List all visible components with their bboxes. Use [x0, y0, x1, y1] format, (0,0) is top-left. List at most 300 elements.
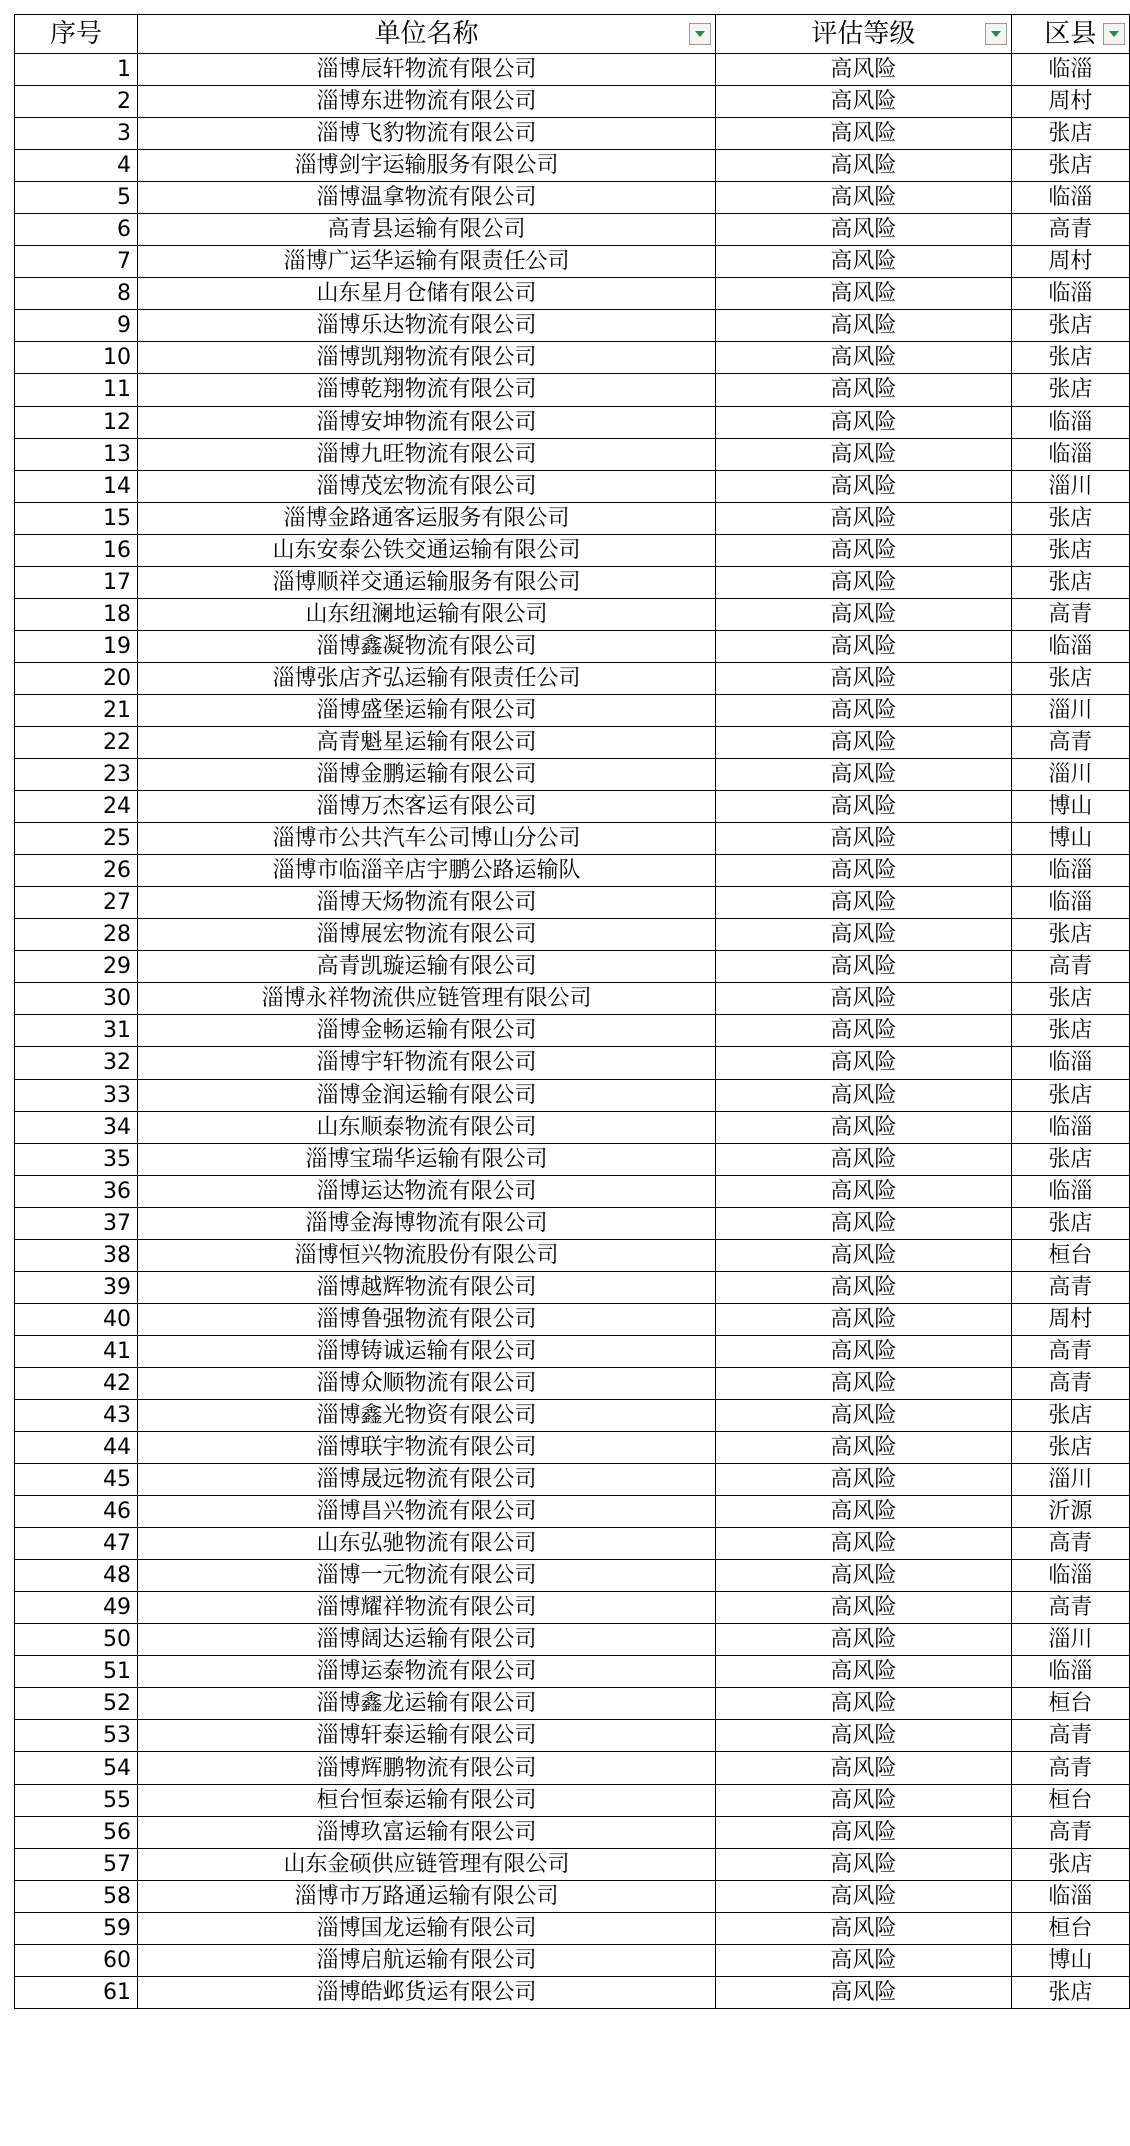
cell-county[interactable]: 高青: [1011, 1592, 1129, 1624]
table-row: [15, 1848, 1130, 1880]
header-name-label: 单位名称: [374, 19, 479, 49]
cell-index[interactable]: 57: [15, 1848, 138, 1880]
cell-level[interactable]: 高风险: [715, 1079, 1011, 1111]
cell-index[interactable]: 42: [15, 1367, 138, 1399]
cell-county[interactable]: 临淄: [1011, 630, 1129, 662]
table-row: [15, 951, 1130, 983]
cell-index[interactable]: 61: [15, 1976, 138, 2008]
cell-level[interactable]: 高风险: [715, 342, 1011, 374]
cell-county[interactable]: 张店: [1011, 118, 1129, 150]
cell-county[interactable]: 临淄: [1011, 1175, 1129, 1207]
cell-county[interactable]: 高青: [1011, 1720, 1129, 1752]
table-row: [15, 1143, 1130, 1175]
cell-county[interactable]: 张店: [1011, 1015, 1129, 1047]
cell-name[interactable]: 淄博顺祥交通运输服务有限公司: [138, 566, 716, 598]
cell-name[interactable]: 淄博金路通客运服务有限公司: [138, 502, 716, 534]
cell-county[interactable]: 张店: [1011, 983, 1129, 1015]
cell-index[interactable]: 48: [15, 1560, 138, 1592]
cell-name[interactable]: 淄博辉鹏物流有限公司: [138, 1752, 716, 1784]
cell-name[interactable]: 淄博凯翔物流有限公司: [138, 342, 716, 374]
table-row: [15, 406, 1130, 438]
cell-name[interactable]: 淄博运达物流有限公司: [138, 1175, 716, 1207]
cell-index[interactable]: 26: [15, 855, 138, 887]
cell-name[interactable]: 淄博万杰客运有限公司: [138, 791, 716, 823]
cell-level[interactable]: 高风险: [715, 759, 1011, 791]
cell-index[interactable]: 30: [15, 983, 138, 1015]
cell-level[interactable]: 高风险: [715, 374, 1011, 406]
cell-county[interactable]: 张店: [1011, 1079, 1129, 1111]
cell-index[interactable]: 7: [15, 246, 138, 278]
cell-level[interactable]: 高风险: [715, 1271, 1011, 1303]
table-row: [15, 1464, 1130, 1496]
cell-index[interactable]: 51: [15, 1656, 138, 1688]
cell-level[interactable]: 高风险: [715, 1976, 1011, 2008]
cell-county[interactable]: 周村: [1011, 1303, 1129, 1335]
cell-index[interactable]: 40: [15, 1303, 138, 1335]
cell-level[interactable]: 高风险: [715, 182, 1011, 214]
cell-name[interactable]: 淄博飞豹物流有限公司: [138, 118, 716, 150]
cell-index[interactable]: 49: [15, 1592, 138, 1624]
cell-name[interactable]: 淄博盛堡运输有限公司: [138, 694, 716, 726]
cell-name[interactable]: 淄博茂宏物流有限公司: [138, 470, 716, 502]
cell-index[interactable]: 23: [15, 759, 138, 791]
cell-county[interactable]: 张店: [1011, 310, 1129, 342]
cell-index[interactable]: 16: [15, 534, 138, 566]
cell-county[interactable]: 淄川: [1011, 759, 1129, 791]
cell-index[interactable]: 28: [15, 919, 138, 951]
cell-index[interactable]: 18: [15, 598, 138, 630]
filter-dropdown-icon[interactable]: [985, 23, 1007, 45]
cell-index[interactable]: 46: [15, 1496, 138, 1528]
cell-level[interactable]: 高风险: [715, 823, 1011, 855]
cell-level[interactable]: 高风险: [715, 1624, 1011, 1656]
cell-county[interactable]: 高青: [1011, 1271, 1129, 1303]
cell-level[interactable]: 高风险: [715, 855, 1011, 887]
cell-level[interactable]: 高风险: [715, 1912, 1011, 1944]
cell-county[interactable]: 周村: [1011, 86, 1129, 118]
table-row: [15, 791, 1130, 823]
table-row: [15, 1912, 1130, 1944]
cell-county[interactable]: 高青: [1011, 1367, 1129, 1399]
cell-name[interactable]: 淄博安坤物流有限公司: [138, 406, 716, 438]
cell-county[interactable]: 张店: [1011, 919, 1129, 951]
cell-county[interactable]: 临淄: [1011, 1111, 1129, 1143]
cell-level[interactable]: 高风险: [715, 1816, 1011, 1848]
cell-index[interactable]: 1: [15, 54, 138, 86]
cell-county[interactable]: 临淄: [1011, 1047, 1129, 1079]
cell-index[interactable]: 3: [15, 118, 138, 150]
table-row: [15, 1560, 1130, 1592]
cell-county[interactable]: 桓台: [1011, 1688, 1129, 1720]
cell-name[interactable]: 淄博金畅运输有限公司: [138, 1015, 716, 1047]
cell-level[interactable]: 高风险: [715, 470, 1011, 502]
cell-name[interactable]: 淄博乐达物流有限公司: [138, 310, 716, 342]
cell-level[interactable]: 高风险: [715, 887, 1011, 919]
cell-index[interactable]: 9: [15, 310, 138, 342]
cell-index[interactable]: 60: [15, 1944, 138, 1976]
cell-index[interactable]: 41: [15, 1335, 138, 1367]
cell-county[interactable]: 张店: [1011, 1976, 1129, 2008]
cell-level[interactable]: 高风险: [715, 1848, 1011, 1880]
cell-index[interactable]: 15: [15, 502, 138, 534]
cell-name[interactable]: 淄博皓邺货运有限公司: [138, 1976, 716, 2008]
cell-level[interactable]: 高风险: [715, 406, 1011, 438]
table-row: [15, 566, 1130, 598]
cell-level[interactable]: 高风险: [715, 1528, 1011, 1560]
cell-index[interactable]: 38: [15, 1239, 138, 1271]
table-row: [15, 630, 1130, 662]
cell-level[interactable]: 高风险: [715, 1880, 1011, 1912]
header-level-label: 评估等级: [811, 19, 916, 49]
cell-index[interactable]: 55: [15, 1784, 138, 1816]
cell-name[interactable]: 淄博众顺物流有限公司: [138, 1367, 716, 1399]
cell-name[interactable]: 淄博广运华运输有限责任公司: [138, 246, 716, 278]
cell-level[interactable]: 高风险: [715, 983, 1011, 1015]
cell-name[interactable]: 淄博轩泰运输有限公司: [138, 1720, 716, 1752]
cell-county[interactable]: 博山: [1011, 791, 1129, 823]
header-county: [1011, 15, 1129, 54]
cell-name[interactable]: 山东安泰公铁交通运输有限公司: [138, 534, 716, 566]
header-index: 序号: [15, 15, 138, 54]
cell-name[interactable]: 高青魁星运输有限公司: [138, 726, 716, 758]
cell-county[interactable]: 桓台: [1011, 1784, 1129, 1816]
table-row: [15, 662, 1130, 694]
cell-county[interactable]: 临淄: [1011, 1656, 1129, 1688]
cell-name[interactable]: 淄博晟远物流有限公司: [138, 1464, 716, 1496]
cell-county[interactable]: 临淄: [1011, 855, 1129, 887]
cell-index[interactable]: 21: [15, 694, 138, 726]
cell-name[interactable]: 淄博东进物流有限公司: [138, 86, 716, 118]
cell-name[interactable]: 淄博宇轩物流有限公司: [138, 1047, 716, 1079]
table-row: [15, 1944, 1130, 1976]
cell-county[interactable]: 高青: [1011, 1752, 1129, 1784]
cell-index[interactable]: 22: [15, 726, 138, 758]
cell-county[interactable]: 高青: [1011, 1335, 1129, 1367]
table-row: [15, 1720, 1130, 1752]
cell-index[interactable]: 32: [15, 1047, 138, 1079]
cell-county[interactable]: 淄川: [1011, 1464, 1129, 1496]
cell-county[interactable]: 博山: [1011, 1944, 1129, 1976]
cell-name[interactable]: 山东星月仓储有限公司: [138, 278, 716, 310]
table-row: [15, 598, 1130, 630]
cell-name[interactable]: 淄博玖富运输有限公司: [138, 1816, 716, 1848]
table-row: [15, 1528, 1130, 1560]
cell-index[interactable]: 4: [15, 150, 138, 182]
cell-name[interactable]: 淄博展宏物流有限公司: [138, 919, 716, 951]
cell-name[interactable]: 山东纽澜地运输有限公司: [138, 598, 716, 630]
cell-level[interactable]: 高风险: [715, 1784, 1011, 1816]
cell-index[interactable]: 17: [15, 566, 138, 598]
cell-county[interactable]: 张店: [1011, 534, 1129, 566]
cell-level[interactable]: 高风险: [715, 246, 1011, 278]
cell-county[interactable]: 桓台: [1011, 1239, 1129, 1271]
cell-name[interactable]: 高青凯璇运输有限公司: [138, 951, 716, 983]
cell-index[interactable]: 24: [15, 791, 138, 823]
cell-level[interactable]: 高风险: [715, 534, 1011, 566]
cell-level[interactable]: 高风险: [715, 278, 1011, 310]
cell-county[interactable]: 沂源: [1011, 1496, 1129, 1528]
cell-county[interactable]: 淄川: [1011, 470, 1129, 502]
cell-name[interactable]: 淄博运泰物流有限公司: [138, 1656, 716, 1688]
cell-level[interactable]: 高风险: [715, 598, 1011, 630]
risk-assessment-table: [14, 14, 1130, 2009]
cell-index[interactable]: 5: [15, 182, 138, 214]
cell-level[interactable]: 高风险: [715, 1399, 1011, 1431]
cell-level[interactable]: 高风险: [715, 502, 1011, 534]
cell-level[interactable]: 高风险: [715, 919, 1011, 951]
cell-index[interactable]: 43: [15, 1399, 138, 1431]
cell-name[interactable]: 淄博剑宇运输服务有限公司: [138, 150, 716, 182]
table-row: [15, 1592, 1130, 1624]
table-row: [15, 887, 1130, 919]
table-row: [15, 1303, 1130, 1335]
cell-county[interactable]: 淄川: [1011, 1624, 1129, 1656]
table-row: [15, 1752, 1130, 1784]
cell-index[interactable]: 6: [15, 214, 138, 246]
cell-name[interactable]: 淄博张店齐弘运输有限责任公司: [138, 662, 716, 694]
table-row: [15, 1079, 1130, 1111]
cell-level[interactable]: 高风险: [715, 951, 1011, 983]
cell-county[interactable]: 临淄: [1011, 406, 1129, 438]
cell-name[interactable]: 淄博昌兴物流有限公司: [138, 1496, 716, 1528]
cell-level[interactable]: 高风险: [715, 214, 1011, 246]
cell-level[interactable]: 高风险: [715, 566, 1011, 598]
filter-dropdown-icon[interactable]: [1103, 23, 1125, 45]
cell-county[interactable]: 张店: [1011, 1143, 1129, 1175]
table-row: [15, 1207, 1130, 1239]
table-row: [15, 534, 1130, 566]
cell-level[interactable]: 高风险: [715, 1656, 1011, 1688]
cell-level[interactable]: 高风险: [715, 150, 1011, 182]
cell-level[interactable]: 高风险: [715, 1688, 1011, 1720]
cell-county[interactable]: 临淄: [1011, 438, 1129, 470]
cell-county[interactable]: 临淄: [1011, 278, 1129, 310]
cell-level[interactable]: 高风险: [715, 1207, 1011, 1239]
cell-name[interactable]: 淄博金鹏运输有限公司: [138, 759, 716, 791]
cell-level[interactable]: 高风险: [715, 118, 1011, 150]
cell-name[interactable]: 淄博耀祥物流有限公司: [138, 1592, 716, 1624]
cell-index[interactable]: 27: [15, 887, 138, 919]
cell-level[interactable]: 高风险: [715, 1560, 1011, 1592]
cell-level[interactable]: 高风险: [715, 1111, 1011, 1143]
cell-name[interactable]: 山东顺泰物流有限公司: [138, 1111, 716, 1143]
table-row: [15, 1496, 1130, 1528]
cell-index[interactable]: 20: [15, 662, 138, 694]
cell-county[interactable]: 高青: [1011, 1816, 1129, 1848]
cell-county[interactable]: 张店: [1011, 1207, 1129, 1239]
cell-name[interactable]: 淄博启航运输有限公司: [138, 1944, 716, 1976]
cell-level[interactable]: 高风险: [715, 1239, 1011, 1271]
table-row: [15, 855, 1130, 887]
cell-index[interactable]: 31: [15, 1015, 138, 1047]
table-row: [15, 1688, 1130, 1720]
cell-index[interactable]: 39: [15, 1271, 138, 1303]
cell-level[interactable]: 高风险: [715, 1367, 1011, 1399]
cell-county[interactable]: 高青: [1011, 598, 1129, 630]
cell-index[interactable]: 35: [15, 1143, 138, 1175]
cell-name[interactable]: 桓台恒泰运输有限公司: [138, 1784, 716, 1816]
cell-index[interactable]: 13: [15, 438, 138, 470]
cell-name[interactable]: 高青县运输有限公司: [138, 214, 716, 246]
cell-level[interactable]: 高风险: [715, 1335, 1011, 1367]
cell-index[interactable]: 8: [15, 278, 138, 310]
cell-index[interactable]: 12: [15, 406, 138, 438]
cell-county[interactable]: 淄川: [1011, 694, 1129, 726]
cell-index[interactable]: 56: [15, 1816, 138, 1848]
cell-name[interactable]: 淄博金润运输有限公司: [138, 1079, 716, 1111]
cell-level[interactable]: 高风险: [715, 630, 1011, 662]
cell-name[interactable]: 淄博辰轩物流有限公司: [138, 54, 716, 86]
cell-index[interactable]: 45: [15, 1464, 138, 1496]
cell-county[interactable]: 张店: [1011, 1432, 1129, 1464]
cell-name[interactable]: 淄博温拿物流有限公司: [138, 182, 716, 214]
cell-name[interactable]: 淄博市公共汽车公司博山分公司: [138, 823, 716, 855]
table-row: [15, 1880, 1130, 1912]
cell-level[interactable]: 高风险: [715, 1303, 1011, 1335]
table-row: [15, 983, 1130, 1015]
cell-county[interactable]: 临淄: [1011, 1560, 1129, 1592]
cell-index[interactable]: 11: [15, 374, 138, 406]
cell-level[interactable]: 高风险: [715, 1015, 1011, 1047]
cell-index[interactable]: 52: [15, 1688, 138, 1720]
table-row: [15, 1399, 1130, 1431]
cell-name[interactable]: 山东弘驰物流有限公司: [138, 1528, 716, 1560]
cell-county[interactable]: 张店: [1011, 566, 1129, 598]
cell-name[interactable]: 淄博越辉物流有限公司: [138, 1271, 716, 1303]
header-county-label: 区县: [1044, 19, 1097, 49]
cell-level[interactable]: 高风险: [715, 86, 1011, 118]
cell-index[interactable]: 37: [15, 1207, 138, 1239]
cell-name[interactable]: 淄博一元物流有限公司: [138, 1560, 716, 1592]
cell-county[interactable]: 张店: [1011, 662, 1129, 694]
cell-name[interactable]: 淄博宝瑞华运输有限公司: [138, 1143, 716, 1175]
cell-index[interactable]: 19: [15, 630, 138, 662]
cell-index[interactable]: 36: [15, 1175, 138, 1207]
cell-county[interactable]: 张店: [1011, 1848, 1129, 1880]
table-row: [15, 1656, 1130, 1688]
cell-county[interactable]: 张店: [1011, 502, 1129, 534]
table-row: [15, 438, 1130, 470]
cell-county[interactable]: 张店: [1011, 342, 1129, 374]
cell-level[interactable]: 高风险: [715, 1720, 1011, 1752]
table-row: [15, 54, 1130, 86]
cell-county[interactable]: 临淄: [1011, 54, 1129, 86]
cell-level[interactable]: 高风险: [715, 1752, 1011, 1784]
cell-level[interactable]: 高风险: [715, 662, 1011, 694]
cell-level[interactable]: 高风险: [715, 726, 1011, 758]
table-row: [15, 1367, 1130, 1399]
cell-county[interactable]: 高青: [1011, 726, 1129, 758]
cell-name[interactable]: 淄博市万路通运输有限公司: [138, 1880, 716, 1912]
cell-index[interactable]: 10: [15, 342, 138, 374]
cell-county[interactable]: 高青: [1011, 214, 1129, 246]
table-row: [15, 470, 1130, 502]
cell-name[interactable]: 淄博铸诚运输有限公司: [138, 1335, 716, 1367]
table-row: [15, 759, 1130, 791]
table-row: [15, 150, 1130, 182]
cell-level[interactable]: 高风险: [715, 54, 1011, 86]
cell-county[interactable]: 周村: [1011, 246, 1129, 278]
cell-level[interactable]: 高风险: [715, 694, 1011, 726]
cell-index[interactable]: 33: [15, 1079, 138, 1111]
cell-county[interactable]: 博山: [1011, 823, 1129, 855]
table-row: [15, 1624, 1130, 1656]
table-row: [15, 726, 1130, 758]
cell-index[interactable]: 47: [15, 1528, 138, 1560]
cell-level[interactable]: 高风险: [715, 1592, 1011, 1624]
table-row: [15, 1816, 1130, 1848]
cell-index[interactable]: 54: [15, 1752, 138, 1784]
cell-county[interactable]: 张店: [1011, 1399, 1129, 1431]
cell-county[interactable]: 高青: [1011, 1528, 1129, 1560]
cell-name[interactable]: 淄博天炀物流有限公司: [138, 887, 716, 919]
table-row: [15, 1015, 1130, 1047]
cell-name[interactable]: 淄博鑫龙运输有限公司: [138, 1688, 716, 1720]
cell-name[interactable]: 淄博九旺物流有限公司: [138, 438, 716, 470]
cell-index[interactable]: 58: [15, 1880, 138, 1912]
cell-county[interactable]: 临淄: [1011, 887, 1129, 919]
cell-name[interactable]: 淄博金海博物流有限公司: [138, 1207, 716, 1239]
cell-level[interactable]: 高风险: [715, 1432, 1011, 1464]
cell-name[interactable]: 淄博市临淄辛店宇鹏公路运输队: [138, 855, 716, 887]
cell-index[interactable]: 14: [15, 470, 138, 502]
cell-county[interactable]: 张店: [1011, 374, 1129, 406]
cell-name[interactable]: 山东金硕供应链管理有限公司: [138, 1848, 716, 1880]
cell-county[interactable]: 高青: [1011, 951, 1129, 983]
cell-index[interactable]: 50: [15, 1624, 138, 1656]
cell-level[interactable]: 高风险: [715, 1496, 1011, 1528]
cell-level[interactable]: 高风险: [715, 1047, 1011, 1079]
cell-name[interactable]: 淄博联宇物流有限公司: [138, 1432, 716, 1464]
table-row: [15, 502, 1130, 534]
cell-index[interactable]: 59: [15, 1912, 138, 1944]
cell-name[interactable]: 淄博鲁强物流有限公司: [138, 1303, 716, 1335]
cell-index[interactable]: 53: [15, 1720, 138, 1752]
cell-level[interactable]: 高风险: [715, 1464, 1011, 1496]
cell-level[interactable]: 高风险: [715, 438, 1011, 470]
cell-index[interactable]: 25: [15, 823, 138, 855]
cell-name[interactable]: 淄博鑫凝物流有限公司: [138, 630, 716, 662]
cell-name[interactable]: 淄博国龙运输有限公司: [138, 1912, 716, 1944]
cell-index[interactable]: 34: [15, 1111, 138, 1143]
cell-level[interactable]: 高风险: [715, 1143, 1011, 1175]
cell-county[interactable]: 临淄: [1011, 1880, 1129, 1912]
cell-county[interactable]: 临淄: [1011, 182, 1129, 214]
table-row: [15, 86, 1130, 118]
table-row: [15, 1976, 1130, 2008]
cell-name[interactable]: 淄博阔达运输有限公司: [138, 1624, 716, 1656]
cell-county[interactable]: 桓台: [1011, 1912, 1129, 1944]
header-level: [715, 15, 1011, 54]
cell-name[interactable]: 淄博乾翔物流有限公司: [138, 374, 716, 406]
cell-index[interactable]: 29: [15, 951, 138, 983]
table-row: [15, 1111, 1130, 1143]
cell-level[interactable]: 高风险: [715, 1175, 1011, 1207]
cell-index[interactable]: 2: [15, 86, 138, 118]
cell-level[interactable]: 高风险: [715, 791, 1011, 823]
cell-county[interactable]: 张店: [1011, 150, 1129, 182]
cell-level[interactable]: 高风险: [715, 1944, 1011, 1976]
table-row: [15, 118, 1130, 150]
cell-name[interactable]: 淄博永祥物流供应链管理有限公司: [138, 983, 716, 1015]
cell-name[interactable]: 淄博恒兴物流股份有限公司: [138, 1239, 716, 1271]
cell-name[interactable]: 淄博鑫光物资有限公司: [138, 1399, 716, 1431]
table-row: [15, 919, 1130, 951]
table-row: [15, 246, 1130, 278]
cell-level[interactable]: 高风险: [715, 310, 1011, 342]
cell-index[interactable]: 44: [15, 1432, 138, 1464]
filter-dropdown-icon[interactable]: [689, 23, 711, 45]
